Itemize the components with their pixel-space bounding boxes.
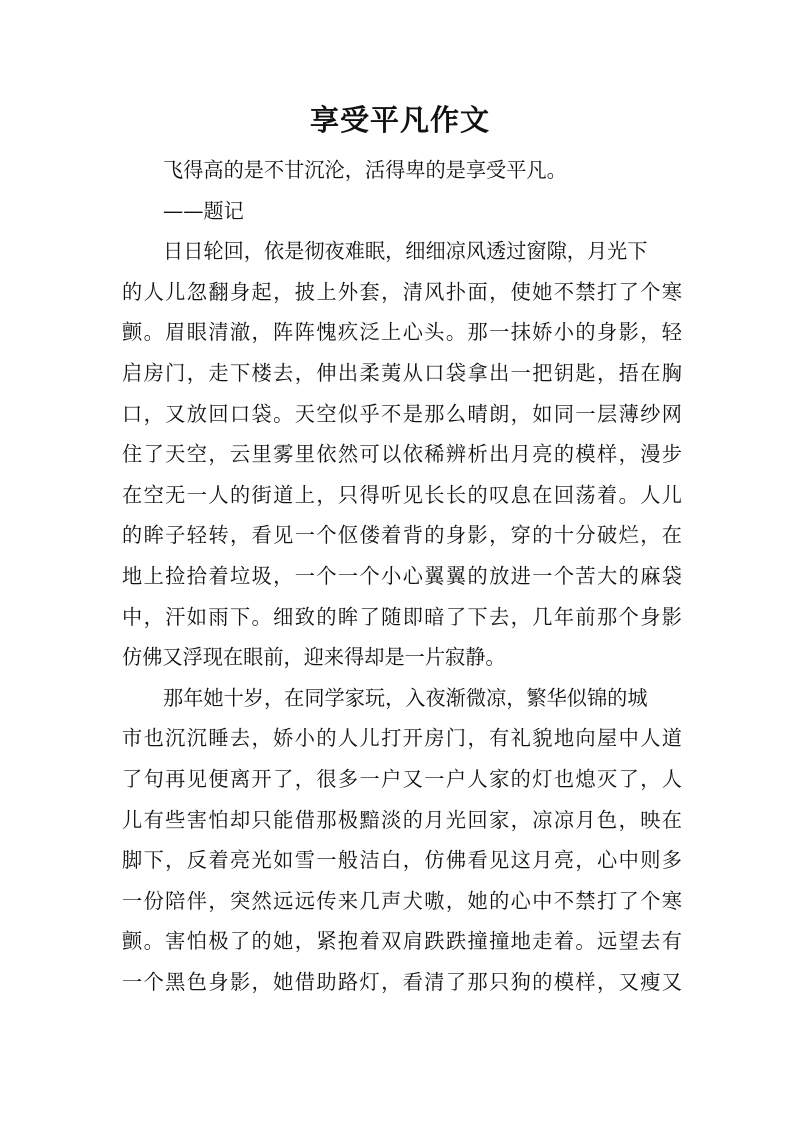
document-body <box>122 150 682 1002</box>
document-title: 享受平凡作文 <box>309 103 490 137</box>
paragraph-2-line-4: 儿有些害怕却只能借那极黯淡的月光回家，凉凉月色，映在 <box>122 807 682 832</box>
paragraph-1-line-6: 住了天空，云里雾里依然可以依稀辨析出月亮的模样，漫步 <box>122 442 682 467</box>
paragraph-2-line-5: 脚下，反着亮光如雪一般洁白，仿佛看见这月亮，心中则多 <box>122 848 682 873</box>
paragraph-1-line-5: 口，又放回口袋。天空似乎不是那么晴朗，如同一层薄纱网 <box>122 401 682 426</box>
paragraph-2-line-8: 一个黑色身影，她借助路灯，看清了那只狗的模样，又瘦又 <box>122 969 682 994</box>
epigraph-line: 飞得高的是不甘沉沦，活得卑的是享受平凡。 <box>163 158 567 182</box>
paragraph-2-line-2: 市也沉沉睡去，娇小的人儿打开房门，有礼貌地向屋中人道 <box>122 726 682 751</box>
paragraph-1-line-2: 的人儿忽翻身起，披上外套，清风扑面，使她不禁打了个寒 <box>122 279 682 304</box>
paragraph-1-line-11: 仿佛又浮现在眼前，迎来得却是一片寂静。 <box>122 645 506 670</box>
paragraph-1-line-10: 中，汗如雨下。细致的眸了随即暗了下去，几年前那个身影 <box>122 604 682 629</box>
paragraph-1-line-3: 颤。眉眼清澈，阵阵愧疚泛上心头。那一抹娇小的身影，轻 <box>122 320 682 345</box>
paragraph-2-line-3: 了句再见便离开了，很多一户又一户人家的灯也熄灭了，人 <box>122 766 682 791</box>
epigraph-attribution: ——题记 <box>163 198 244 223</box>
paragraph-1-line-9: 地上捡拾着垃圾，一个一个小心翼翼的放进一个苦大的麻袋 <box>122 563 682 588</box>
paragraph-1-line-7: 在空无一人的街道上，只得听见长长的叹息在回荡着。人儿 <box>122 482 682 507</box>
paragraph-1-line-8: 的眸子轻转，看见一个伛偻着背的身影，穿的十分破烂，在 <box>122 523 682 548</box>
paragraph-1-line-1: 日日轮回，依是彻夜难眠，细细凉风透过窗隙，月光下 <box>163 239 648 264</box>
paragraph-1-line-4: 启房门，走下楼去，伸出柔荑从口袋拿出一把钥匙，捂在胸 <box>122 360 682 385</box>
paragraph-2-line-1: 那年她十岁，在同学家玩，入夜渐微凉，繁华似锦的城 <box>163 685 648 710</box>
paragraph-2-line-6: 一份陪伴，突然远远传来几声犬嗷，她的心中不禁打了个寒 <box>122 888 682 913</box>
paragraph-2-line-7: 颤。害怕极了的她，紧抱着双肩跌跌撞撞地走着。远望去有 <box>122 929 682 954</box>
